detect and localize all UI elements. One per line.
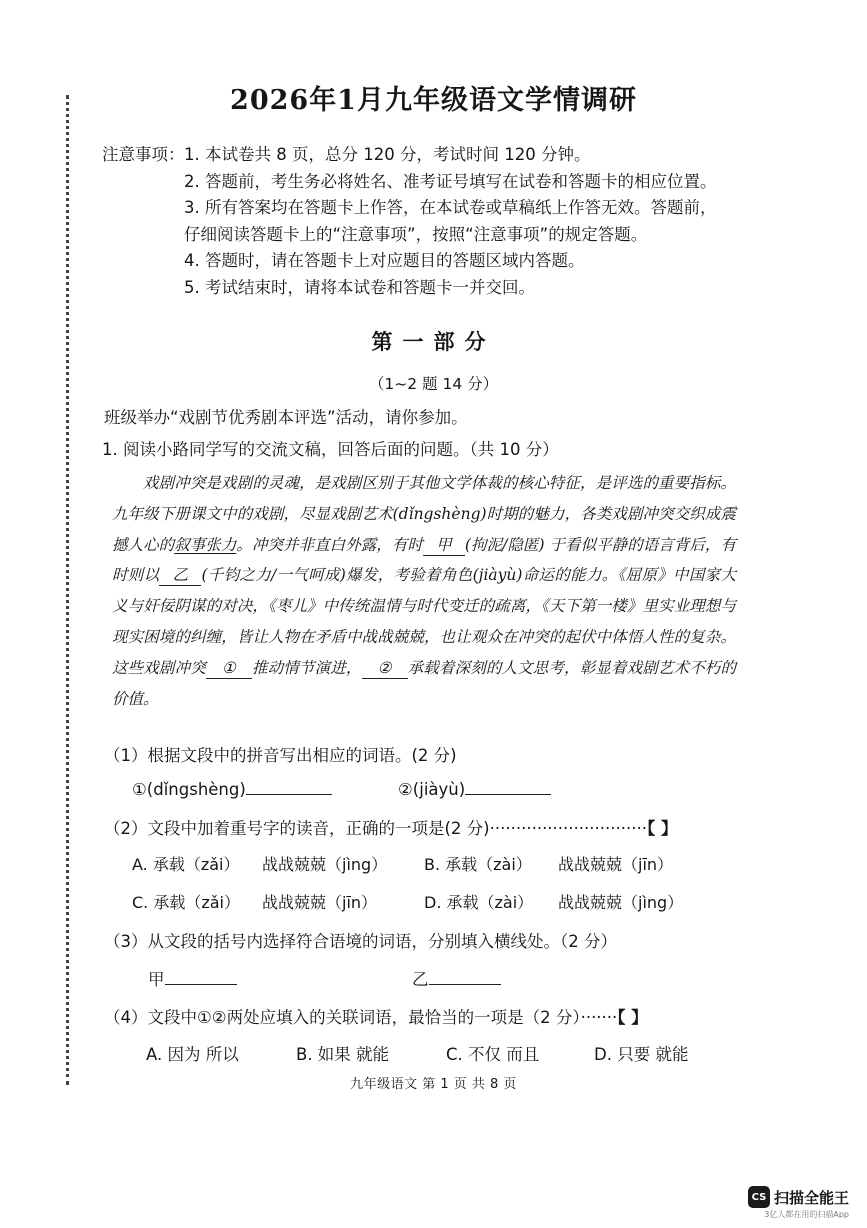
activity-intro: 班级举办“戏剧节优秀剧本评选”活动，请你参加。 (104, 408, 468, 427)
passage-text: 。冲突并非直白外露，有时 (236, 535, 423, 554)
subquestion-1-stem: （1）根据文段中的拼音写出相应的词语。(2 分) (104, 746, 457, 765)
subquestion-2-stem (104, 815, 677, 839)
blank-2: ② (362, 658, 408, 679)
notice-item: 5. 考试结束时，请将本试卷和答题卡一并交回。 (184, 277, 535, 297)
scanner-watermark (748, 1186, 849, 1220)
option-b-part1[interactable]: B. 承载（zài） (424, 855, 532, 874)
blank-yi: 乙 (159, 565, 201, 586)
notice-list (184, 142, 717, 301)
notice-label: 注意事项： (102, 145, 185, 164)
option-d[interactable]: D. 只要 就能 (594, 1045, 689, 1064)
page-footer: 九年级语文 第 1 页 共 8 页 (350, 1077, 517, 1092)
options-row (132, 890, 683, 913)
option-c-part1[interactable]: C. 承载（zǎi） (132, 893, 240, 912)
passage-text: 承载着深刻的人文思考，彰显着戏剧艺术不朽的价值。 (112, 658, 736, 708)
notice-item: 仔细阅读答题卡上的“注意事项”，按照“注意事项”的规定答题。 (184, 224, 648, 244)
blank-label-yi: 乙 (412, 970, 429, 989)
option-a-part2[interactable]: 战战兢兢（jìng） (262, 855, 388, 874)
subquestion-1-item-b (398, 776, 551, 799)
option-d-part1[interactable]: D. 承载（zài） (424, 893, 534, 912)
options-row (132, 852, 673, 875)
passage-text: 戏剧冲突是戏剧的灵魂，是戏剧区别于其他文学体裁的核心特征，是评选的重要指标。九年级下册课文中的戏剧，尽显戏剧艺术(dǐngshèng)时期的魅力，各类戏剧冲突交织成震撼人心的 (112, 474, 736, 554)
subquestion-3-stem: （3）从文段的括号内选择符合语境的词语，分别填入横线处。（2 分） (104, 932, 617, 951)
option-a[interactable]: A. 因为 所以 (146, 1045, 239, 1064)
blank-1: ① (206, 658, 252, 679)
answer-line[interactable] (465, 776, 551, 795)
subquestion-text: （2）文段中加着重号字的读音，正确的一项是(2 分)······························ (104, 819, 647, 838)
option-b-part2[interactable]: 战战兢兢（jīn） (558, 855, 674, 874)
notice-item: 1. 本试卷共 8 页，总分 120 分，考试时间 120 分钟。 (184, 145, 591, 164)
subquestion-1-item-a (132, 776, 332, 799)
answer-bracket[interactable]: 【 】 (646, 819, 678, 838)
option-a-part1[interactable]: A. 承载（zǎi） (132, 855, 240, 874)
notice-item: 2. 答题前，考生务必将姓名、准考证号填写在试卷和答题卡的相应位置。 (184, 171, 717, 191)
reading-passage (112, 468, 736, 714)
option-d-part2[interactable]: 战战兢兢（jìng） (558, 893, 684, 912)
pinyin-prompt: ①(dǐngshèng) (132, 780, 246, 799)
scanner-tagline: 3亿人都在用的扫描App (764, 1210, 849, 1219)
notice-block (102, 142, 742, 301)
option-c[interactable]: C. 不仅 而且 (446, 1045, 540, 1064)
option-c-part2[interactable]: 战战兢兢（jīn） (262, 893, 378, 912)
passage-text: (千钧之力/一气呵成)爆发，考验着角色(jiàyù)命运的能力。《屈原》中国家大义与奸佞阴谋的对决，《枣儿》中传统温情与时代变迁的疏离，《天下第一楼》里实业理想与现实困境的纠缠，皆让人物在矛盾中战战兢兢，也让观众在冲突的起伏中体悟人性的复杂。这些戏剧冲突 (112, 566, 736, 677)
subquestion-text: （4）文段中①②两处应填入的关联词语，最恰当的一项是（2 分）······· (104, 1008, 618, 1027)
subquestion-3-item-a (148, 966, 237, 990)
blank-jia: 甲 (423, 535, 465, 556)
notice-item: 3. 所有答案均在答题卡上作答，在本试卷或草稿纸上作答无效。答题前， (184, 198, 717, 217)
passage-text: 推动情节演进， (251, 658, 362, 677)
passage-text: (拘泥/隐匿) 于看似平静的语言背后，有时则以 (112, 535, 736, 585)
blank-label-jia: 甲 (148, 970, 165, 989)
option-b[interactable]: B. 如果 就能 (296, 1045, 390, 1064)
section-subtitle: （1~2 题 14 分） (368, 375, 499, 393)
question-1-stem: 1. 阅读小路同学写的交流文稿，回答后面的问题。（共 10 分） (102, 440, 559, 459)
answer-bracket[interactable]: 【 】 (617, 1008, 648, 1027)
answer-line[interactable] (429, 966, 501, 985)
answer-line[interactable] (246, 776, 332, 795)
pinyin-prompt: ②(jiàyù) (398, 780, 466, 799)
subquestion-4-stem (104, 1004, 648, 1028)
answer-line[interactable] (165, 966, 237, 985)
scanner-logo-icon: CS (748, 1186, 770, 1208)
underlined-phrase: 叙事张力 (174, 535, 237, 554)
notice-item: 4. 答题时，请在答题卡上对应题目的答题区域内答题。 (184, 251, 585, 270)
subquestion-3-item-b (412, 966, 501, 990)
binding-margin-line (66, 95, 69, 1085)
options-row (146, 1041, 688, 1065)
scanner-app-name: 扫描全能王 (773, 1188, 849, 1207)
section-title: 第一部分 (371, 330, 496, 354)
exam-title: 2026年1月九年级语文学情调研 (230, 85, 637, 116)
